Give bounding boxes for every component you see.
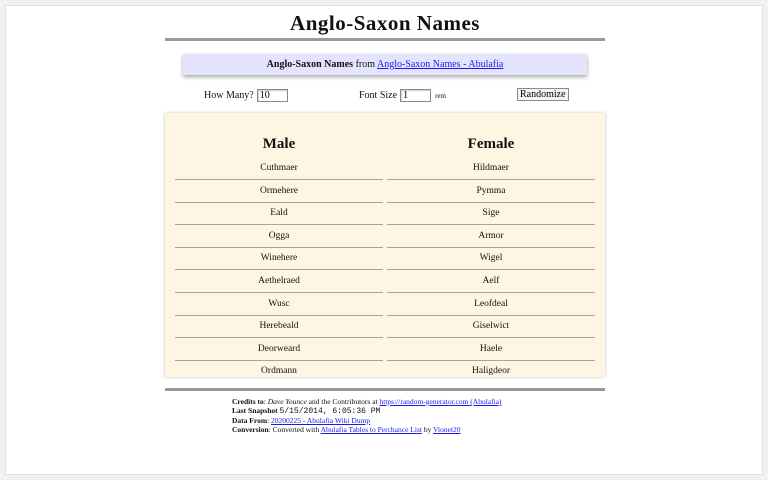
how-many-input[interactable] <box>257 89 288 102</box>
conversion-label: Conversion <box>232 425 269 434</box>
male-name: Herebeald <box>175 316 383 338</box>
credits-author: Dave Younce <box>267 397 307 406</box>
conversion-line: Conversion: Converted with Abulafia Tables to Perchance List by Vionet20 <box>232 425 461 434</box>
how-many-label: How Many? <box>204 90 254 101</box>
how-many-control <box>204 89 288 102</box>
controls-bar <box>165 87 605 107</box>
male-name: Wusc <box>175 294 383 316</box>
credits-line: Credits to: Dave Younce and the Contributors at https://random-generator.com (Abulafia) <box>232 397 502 406</box>
names-panel <box>165 113 605 377</box>
male-name: Ormehere <box>175 181 383 203</box>
male-name: Cuthmaer <box>175 158 383 180</box>
credits-text: and the Contributors at <box>308 397 378 406</box>
female-name: Haele <box>387 339 595 361</box>
female-name: Haligdeor <box>472 366 510 377</box>
font-size-control <box>359 89 446 102</box>
male-name: Ordmann <box>261 366 297 377</box>
male-name: Ogga <box>175 226 383 248</box>
footer-divider <box>165 388 605 391</box>
data-from-link[interactable]: 20200225 - Abulafia Wiki Dump <box>271 416 371 425</box>
header-divider <box>165 38 605 41</box>
page-frame <box>5 5 763 475</box>
data-from-line: Data From: 20200225 - Abulafia Wiki Dump <box>232 416 371 425</box>
data-from-label: Data From <box>232 416 268 425</box>
font-size-unit: rem <box>435 91 446 100</box>
page-title: Anglo-Saxon Names <box>290 11 480 35</box>
female-name: Aelf <box>387 271 595 293</box>
randomize-control <box>517 88 569 101</box>
male-name: Deorweard <box>175 339 383 361</box>
font-size-label: Font Size <box>359 90 398 101</box>
male-name: Eald <box>175 203 383 225</box>
source-banner <box>183 54 587 75</box>
font-size-input[interactable] <box>400 89 431 102</box>
female-column <box>387 113 595 377</box>
female-name: Armor <box>387 226 595 248</box>
credits-block <box>232 397 605 434</box>
source-title: Anglo-Saxon Names <box>266 59 354 70</box>
female-name: Hildmaer <box>387 158 595 180</box>
conversion-by: by <box>423 425 432 434</box>
male-header: Male <box>262 136 296 152</box>
female-name: Sige <box>387 203 595 225</box>
conversion-link[interactable]: Abulafia Tables to Perchance List <box>320 425 422 434</box>
snapshot-line <box>232 406 605 416</box>
randomize-button[interactable]: Randomize <box>517 88 569 101</box>
male-name: Aethelraed <box>175 271 383 293</box>
snapshot-value: 5/15/2014, 6:05:36 PM <box>279 407 381 416</box>
female-header: Female <box>467 136 515 152</box>
male-name: Winehere <box>175 248 383 270</box>
source-from: from <box>355 59 376 70</box>
credits-label: Credits to <box>232 397 264 406</box>
female-name: Wigel <box>387 248 595 270</box>
female-name: Leofdeal <box>387 294 595 316</box>
credits-link[interactable]: https://random-generator.com (Abulafia) <box>379 397 502 406</box>
content <box>165 6 605 434</box>
female-name: Giselwict <box>387 316 595 338</box>
conversion-text: Converted with <box>272 425 320 434</box>
male-column <box>175 113 383 377</box>
conversion-author-link[interactable]: Vionet20 <box>433 425 461 434</box>
source-link[interactable]: Anglo-Saxon Names - Abulafia <box>376 59 504 70</box>
snapshot-label: Last Snapshot <box>232 406 278 415</box>
female-name: Pymma <box>387 181 595 203</box>
